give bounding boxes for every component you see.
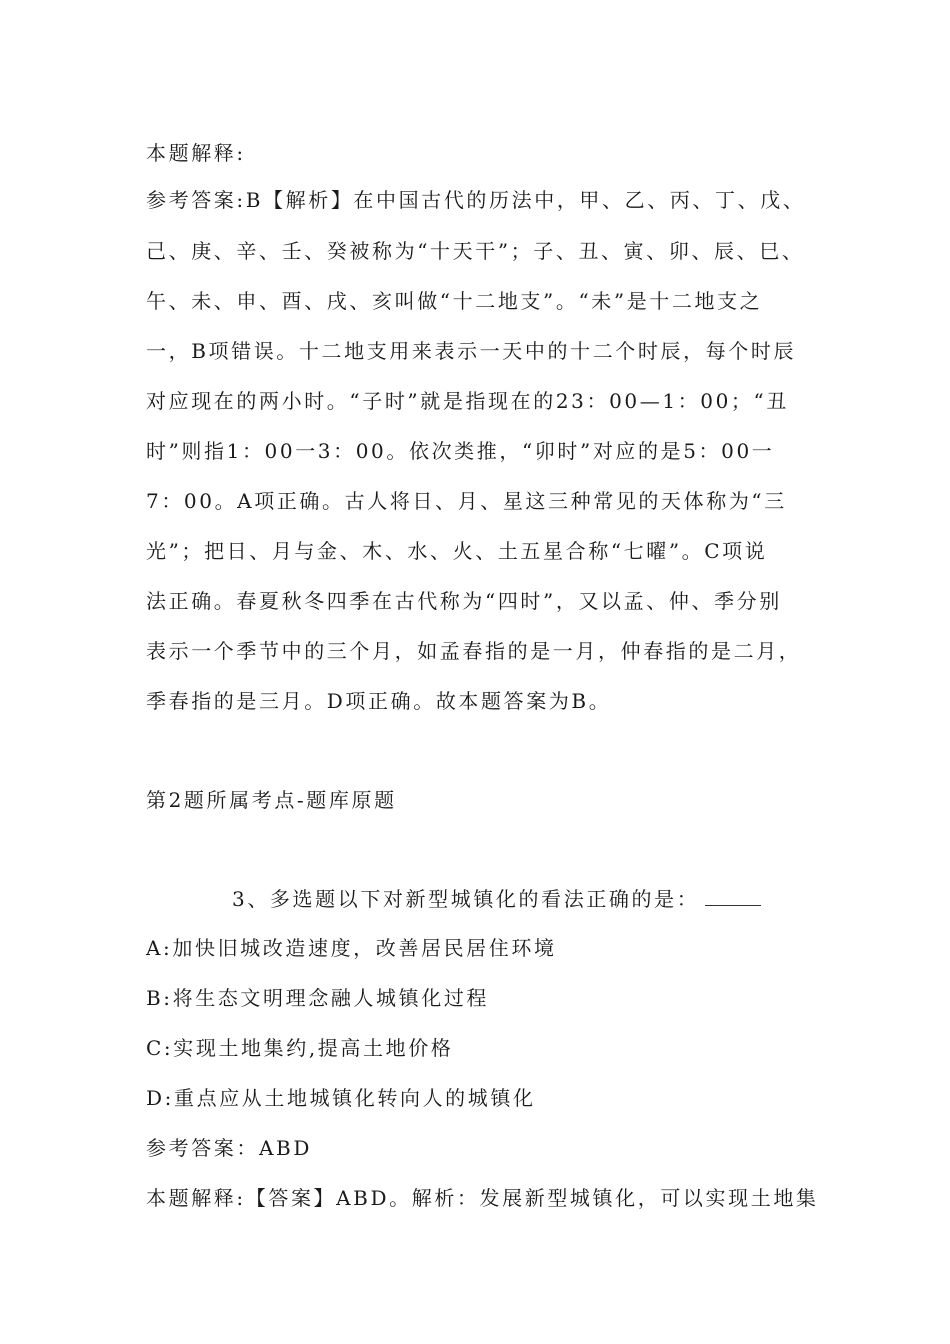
explanation-label: 本题解释: (146, 141, 246, 165)
answer-line: 法正确。春夏秋冬四季在古代称为“四时”，又以孟、仲、季分别 (146, 589, 782, 613)
reference-answer: 参考答案：ABD (146, 1136, 312, 1160)
option-b: B:将生态文明理念融人城镇化过程 (146, 986, 490, 1010)
question-title (232, 887, 761, 911)
option-a: A:加快旧城改造速度，改善居民居住环境 (146, 936, 557, 960)
answer-line: 表示一个季节中的三个月，如孟春指的是一月，仲春指的是二月， (146, 639, 802, 663)
answer-line: 一，B项错误。十二地支用来表示一天中的十二个时辰，每个时辰 (146, 339, 797, 363)
answer-line: 午、未、申、酉、戌、亥叫做“十二地支”。“未”是十二地支之 (146, 289, 763, 313)
answer-line: 己、庚、辛、壬、癸被称为“十天干”；子、丑、寅、卯、辰、巳、 (146, 239, 805, 263)
answer-line: 时”则指1：00一3：00。依次类推，“卯时”对应的是5：00一 (146, 439, 775, 463)
question-title-text: 3、多选题以下对新型城镇化的看法正确的是： (232, 887, 700, 911)
answer-line: 对应现在的两小时。“子时”就是指现在的23：00—1：00；“丑 (146, 389, 789, 413)
option-c: C:实现土地集约,提高土地价格 (146, 1036, 454, 1060)
explanation-text: 本题解释:【答案】ABD。解析：发展新型城镇化，可以实现土地集 (146, 1186, 819, 1210)
answer-line: 7：00。A项正确。古人将日、月、星这三种常见的天体称为“三 (146, 489, 787, 513)
answer-blank (705, 887, 761, 906)
answer-line: 参考答案:B【解析】在中国古代的历法中，甲、乙、丙、丁、戊、 (146, 188, 806, 212)
source-note: 第2题所属考点-题库原题 (146, 788, 397, 812)
option-d: D:重点应从土地城镇化转向人的城镇化 (146, 1086, 536, 1110)
answer-line: 光”；把日、月与金、木、水、火、土五星合称“七曜”。C项说 (146, 539, 768, 563)
answer-line: 季春指的是三月。D项正确。故本题答案为B。 (146, 689, 612, 713)
